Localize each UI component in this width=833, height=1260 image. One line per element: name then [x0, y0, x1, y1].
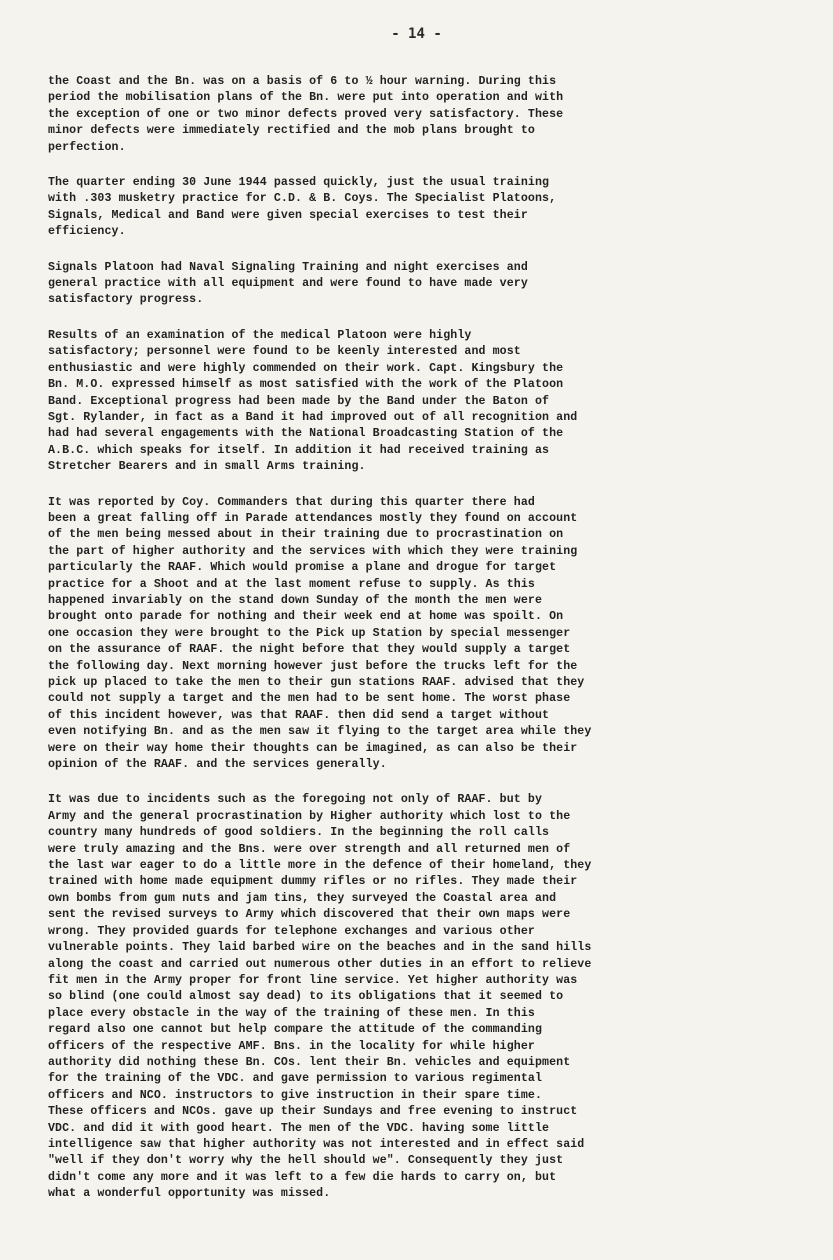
paragraph-mobilisation: the Coast and the Bn. was on a basis of 6 to ½ hour warning. During this period the mobilisation plans of the Bn. were put into operation and with the exception of one or two minor defects proved very satisfactory. These minor defects were immediately rectified and the mob plans brought to perfection. [48, 75, 564, 154]
paragraph-medical-platoon: Results of an examination of the medical Platoon were highly satisfactory; personnel were found to be keenly interested and most enthusiastic and were highly commended on their work. Capt. Kingsbury the Bn. M.O. expressed himself as most satisfied with the work of the Platoon Band. Exceptional progress had been made by the Band under the Baton of Sgt. Rylander, in fact as a Band it had improved out of all recognition and had had several engagements with the National Broadcasting Station of the A.B.C. which speaks for itself. In addition it had received training as Stretcher Bearers and in small Arms training. [48, 328, 578, 474]
document-body [48, 74, 788, 1222]
paragraph-signals-platoon: Signals Platoon had Naval Signaling Training and night exercises and general practice with all equipment and were found to have made very satisfactory progress. [48, 260, 528, 307]
paragraph-procrastination: It was due to incidents such as the foregoing not only of RAAF. but by Army and the general procrastination by Higher authority which lost to the country many hundreds of good soldiers. In the beginning the roll calls were truly amazing and the Bns. were over strength and all returned men of the last war eager to do a little more in the defence of their homeland, they trained with home made equipment dummy rifles or no rifles. They made their own bombs from gum nuts and jam tins, they surveyed the Coastal area and sent the revised surveys to Army which discovered that their own maps were wrong. They provided guards for telephone exchanges and various other vulnerable points. They laid barbed wire on the beaches and in the sand hills along the coast and carried out numerous other duties in an effort to relieve fit men in the Army proper for front line service. Yet higher authority was so blind (one could almost say dead) to its obligations that it seemed to place every obstacle in the way of the training of these men. In this regard also one cannot but help compare the attitude of the commanding officers of the respective AMF. Bns. in the locality for while higher authority did nothing these Bn. COs. lent their Bn. vehicles and equipment for the training of the VDC. and gave permission to various regimental officers and NCO. instructors to give instruction in their spare time. These officers and NCOs. gave up their Sundays and free evening to instruct VDC. and did it with good heart. The men of the VDC. having some little intelligence saw that higher authority was not interested and in effect said "well if they don't worry why the hell should we". Consequently they just didn't come any more and it was left to a few die hards to carry on, but what a wonderful opportunity was missed. [48, 793, 592, 1201]
paragraph-parade-attendance: It was reported by Coy. Commanders that during this quarter there had been a great falling off in Parade attendances mostly they found on account of the men being messed about in their training due to procrastination on the part of higher authority and the services with which they were training particularly the RAAF. Which would promise a plane and drogue for target practice for a Shoot and at the last moment refuse to supply. As this happened invariably on the stand down Sunday of the month the men were brought onto parade for nothing and their week end at home was spoilt. On one occasion they were brought to the Pick up Station by special messenger on the assurance of RAAF. the night before that they would supply a target the following day. Next morning however just before the trucks left for the pick up placed to take the men to their gun stations RAAF. advised that they could not supply a target and the men had to be sent home. The worst phase of this incident however, was that RAAF. then did send a target without even notifying Bn. and as the men saw it flying to the target area while they were on their way home their thoughts can be imagined, as can also be their opinion of the RAAF. and the services generally. [48, 495, 592, 772]
paragraph-quarter-ending: The quarter ending 30 June 1944 passed quickly, just the usual training with .303 musketry practice for C.D. & B. Coys. The Specialist Platoons, Signals, Medical and Band were given special exercises to test their efficiency. [48, 176, 557, 239]
page-number: - 14 - [391, 26, 442, 42]
